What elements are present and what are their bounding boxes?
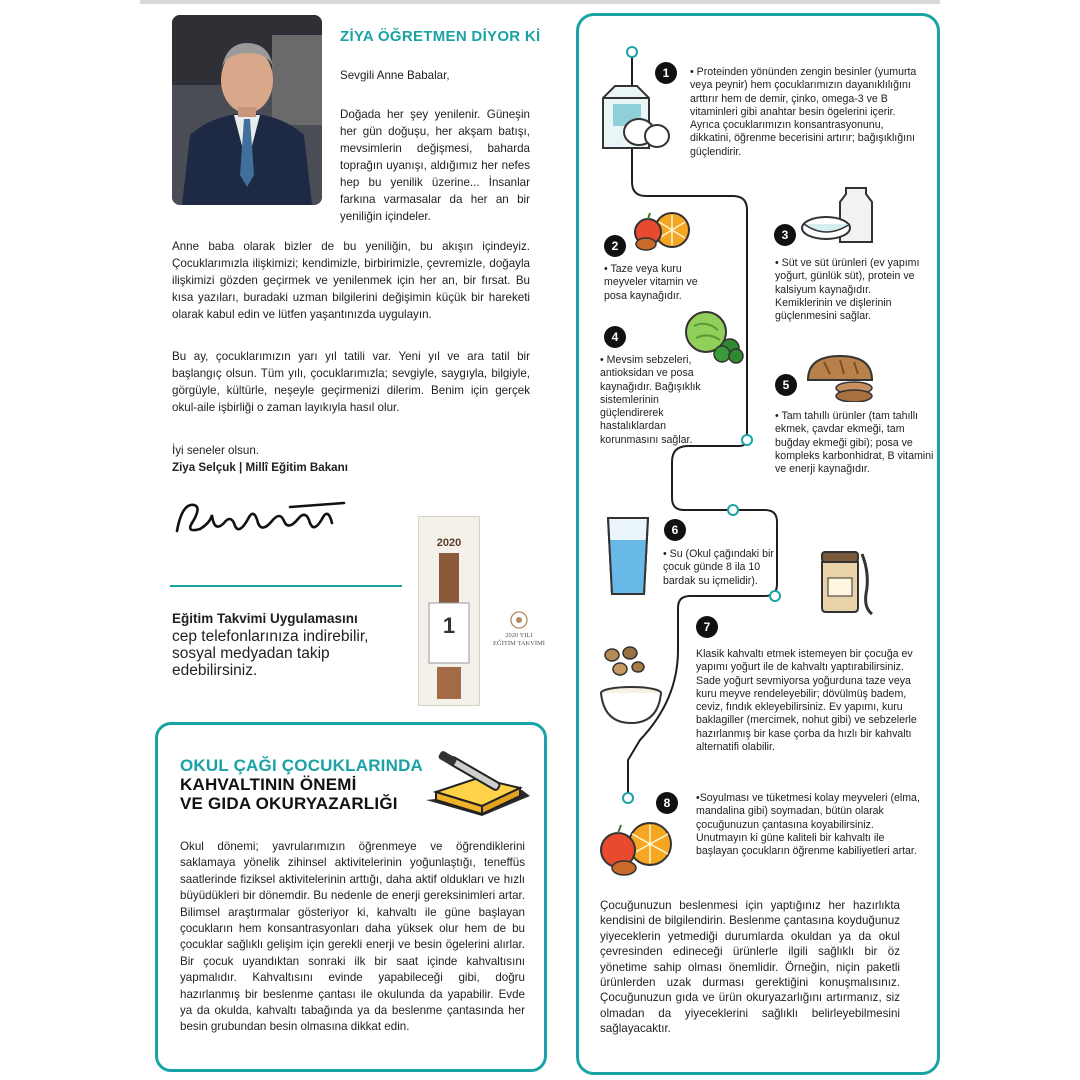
item-text-6: • Su (Okul çağındaki bir çocuk günde 8 ila 10 bardak su içmelidir). [663, 548, 774, 587]
item-number-5: 5 [775, 374, 797, 396]
item-number-3: 3 [774, 224, 796, 246]
section-title: ZİYA ÖĞRETMEN DİYOR Kİ [340, 28, 541, 45]
calendar-day: 1 [442, 613, 456, 638]
dairy-icon [800, 180, 880, 253]
item-text-5: • Tam tahıllı ürünler (tam tahıllı ekmek, çavdar ekmeği, tam buğday ekmeği gibi); posa ve kompleks karbonhidrat, B vitamini ve enerji kaynağıdır. [775, 410, 934, 476]
nutrition-footer-text: Çocuğunuzun beslenmesi için yaptığınız her hazırlıkta kendisini de bilgilendirin. Beslenme çantasına koyduğunuz yiyeceklerin yetmediği durumlarda okuldan ya da okul çevresinden edineceği ürünlerle ilgili sağlıklı bir öz yönetime sahip olması önemlidir. Örneğin, niçin paketli ürünlerden uzak durması gerektiğini konuşmalısınız. Çocuğunuzun gıda ve ürün okuryazarlığını artırmanız, siz olmadan da yiyeceklerini sağlıklı belirleyebilmesini sağlayacaktır. [600, 899, 900, 1036]
fruit-icon [632, 210, 692, 257]
box-title-line-1: OKUL ÇAĞI ÇOCUKLARINDA [180, 756, 424, 775]
app-promo-title: Eğitim Takvimi Uygulamasını [172, 611, 358, 626]
path-node [742, 435, 752, 445]
bread-icon [804, 350, 876, 407]
closing-wish: İyi seneler olsun. [172, 444, 259, 457]
item-number-4: 4 [604, 326, 626, 348]
apple-orange-icon [598, 820, 676, 881]
item-number-7: 7 [696, 616, 718, 638]
letter-paragraph-two: Bu ay, çocuklarımızın yarı yıl tatili var. Yeni yıl ve ara tatil bir başlangıç olsun. Tüm yılı, çocuklarımızla; sevgiyle, saygıyla, bilgiyle, görgüyle, kültürle, neşeyle geçirmenizi dilerim. Benim için gerçek okul-aile işbirliği o zaman layıkıyla hasıl olur. [172, 350, 530, 414]
item-number-2: 2 [604, 235, 626, 257]
item-number-1: 1 [655, 62, 677, 84]
yogurt-bowl-icon [598, 645, 664, 732]
letter-paragraph-bottom: Anne baba olarak bizler de bu yeniliğin, bu akışın içindeyiz. Çocuklarımızla ilişkimizi; kendimizle, birbirimizle, çevremizle, doğayla ilişkimizi gözden geçirmek ve yenilenmek için her an, bir fırsat. Bu kısa yazıları, buradaki uzman bilgilerini değişimin küçük bir hareketi olarak kabul edin ve lütfen yaşantınızda uygulayın. [172, 240, 530, 321]
path-node [770, 591, 780, 601]
letter-author: Ziya Selçuk | Millî Eğitim Bakanı [172, 461, 348, 474]
jar-spoon-icon [818, 544, 878, 621]
item-text-3: • Süt ve süt ürünleri (ev yapımı yoğurt, günlük süt), protein ve kalsiyum kaynağıdır. Kemiklerinin ve dişlerinin güçlenmesini sağlar. [775, 257, 920, 323]
path-node [728, 505, 738, 515]
path-node [623, 793, 633, 803]
letter-paragraph-top: Doğada her şey yenilenir. Güneşin her gün doğuşu, her akşam batışı, mevsimlerin değişmesi, baharda toprağın uyanışı, aldığımız her nefes hep bu yenilik üzerine... İnsanlar farkına varmasalar da her an bir yeniliğin içindeler. [340, 108, 530, 223]
item-text-1: • Proteinden yönünden zengin besinler (yumurta veya peynir) hem çocuklarımızın dayanıklılığını arttırır hem de demir, çinko, omega-3 ve B vitaminleri gibi anahtar besin ögelerini içerir. Ayrıca çocuklarımızın konsantrasyonunu, dikkatini, öğrenme becerisini artırır; bağışıklığını güçlendirir. [690, 66, 917, 158]
item-number-6: 6 [664, 519, 686, 541]
app-promo-text: cep telefonlarınıza indirebilir, sosyal medyadan takip edebilirsiniz. [172, 628, 369, 679]
milk-eggs-icon [597, 80, 672, 157]
path-node [627, 47, 637, 57]
breakfast-box-body: Okul dönemi; yavrularımızın öğrenmeye ve öğrendiklerini saklamaya yönelik zihinsel aktivitelerinin yoğunlaştığı, teneffüs saatlerinde fiziksel aktivitelerinin arttığı, daha aktif oldukları ve hızlı büyüdükleri bir dönemdir. Bu nedenle de enerji gereksinimleri artar. Bilimsel araştırmalar gösteriyor ki, kahvaltı ile güne başlayan çocukların hem konsantrasyonları daha yüksek olur hem de bu çocuklar sağlıklı gelişim için gerekli enerji ve besin ögelerini alırlar. Bir çocuk uyandıktan sonraki ilk bir saat içinde kahvaltısını yapmalıdır. Kahvaltısını evinde yapabileceği gibi, doğru hazırlanmış bir beslenme çantası ile okulunda da yapabilir. Evde ya da okulda, kahvaltı tabağında ya da beslenme çantasında her besin grubundan besin olmasına dikkat edin. [180, 840, 525, 1034]
item-text-7: Klasik kahvaltı etmek istemeyen bir çocuğa ev yapımı yoğurt ile de kahvaltı yaptırabilirsiniz. Sade yoğurt sevmiyorsa yoğurduna taze veya kuru meyve rendeleyebilir; dövülmüş badem, ceviz, fındık ekleyebilirsiniz. Ev yapımı, kuru baklagiller (mercimek, nohut gibi) ve sebzelerle hazırlanmış bir kase çorba da hızlı bir kahvaltı alternatifi olabilir. [696, 648, 917, 754]
caption-line-1: 2020 YILI [505, 632, 533, 639]
box-title-line-3: VE GIDA OKURYAZARLIĞI [180, 794, 398, 813]
letter-greeting: Sevgili Anne Babalar, [340, 69, 450, 82]
item-number-8: 8 [656, 792, 678, 814]
calendar-year: 2020 [436, 537, 462, 549]
item-text-4: • Mevsim sebzeleri, antioksidan ve posa kaynağıdır. Bağışıklık sistemlerinin güçlendirerek hastalıklardan korunmasını sağlar. [600, 354, 701, 446]
item-text-8: •Soyulması ve tüketmesi kolay meyveleri (elma, mandalina gibi) soymadan, bütün olarak çocuğunuzun çantasına koyabilirsiniz. Unutmayın ki güne kaliteli bir kahvaltı ile başlayan çocukların öğrenme kabiliyetleri artar. [696, 792, 920, 858]
caption-line-2: EĞİTİM TAKVİMİ [493, 640, 545, 647]
item-text-2: • Taze veya kuru meyveler vitamin ve posa kaynağıdır. [604, 263, 698, 302]
water-glass-icon [604, 514, 652, 603]
box-title-line-2: KAHVALTININ ÖNEMİ [180, 775, 357, 794]
